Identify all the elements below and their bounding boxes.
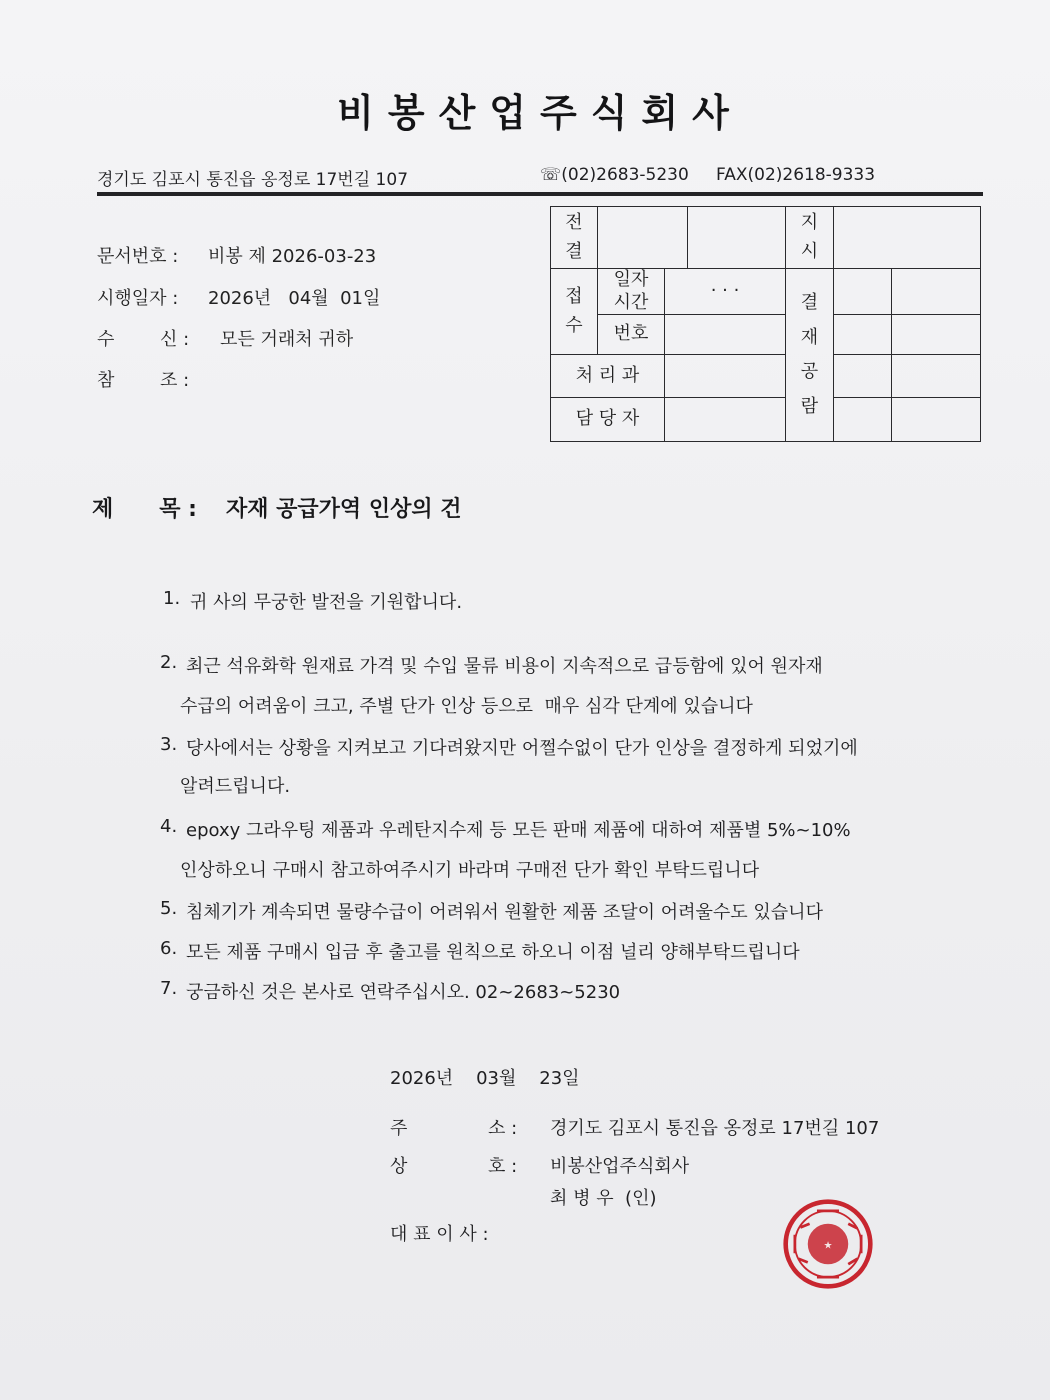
footer-addr-label-b: 소 : [488,1118,518,1139]
approval-su: 수 [565,314,583,336]
approval-cell-blank-6 [665,315,786,355]
approval-cell-blank-1 [598,207,688,269]
approval-jeon-gyeol [551,207,598,269]
footer-addr-label-a: 주 [390,1118,408,1139]
approval-si: 시 [800,240,819,262]
doc-to-value: 모든 거래처 귀하 [220,329,354,350]
approval-gyeoljae-2: 재 [800,326,819,348]
approval-cell-blank-2 [688,207,786,269]
approval-cell-blank-3 [834,207,981,269]
item-6-line-1: 모든 제품 구매시 입금 후 출고를 원칙으로 하오니 이점 널리 양해부탁드립니다 [186,942,800,963]
subject-text: 자재 공급가역 인상의 건 [226,497,462,522]
item-5-number: 5. [160,898,178,919]
approval-cell-blank-14 [892,398,981,442]
item-6-number: 6. [160,938,178,959]
footer-rep-name: 최 병 우 (인) [550,1188,657,1209]
company-seal [782,1198,874,1290]
item-2-line-2: 수급의 어려움이 크고, 주별 단가 인상 등으로 매우 심각 단계에 있습니다 [180,696,753,717]
approval-ilja: 일자 [613,269,649,290]
footer-name-value: 비봉산업주식회사 [550,1156,690,1177]
doc-number-label: 문서번호 : [97,246,179,267]
item-1-number: 1. [163,588,181,609]
item-7-line-1: 궁금하신 것은 본사로 연락주십시오. 02~2683~5230 [186,982,621,1003]
approval-beonho: 번호 [598,315,665,355]
doc-date-label: 시행일자 : [97,288,179,309]
approval-jeon: 전 [565,212,583,233]
item-4-line-1: epoxy 그라우팅 제품과 우레탄지수제 등 모든 판매 제품에 대하여 제품별 5%~10% [186,820,851,841]
approval-gyeoljae-3: 공 [800,361,819,382]
item-2-number: 2. [160,652,178,673]
item-4-number: 4. [160,816,178,837]
item-3-line-1: 당사에서는 상황을 지켜보고 기다려왔지만 어쩔수없이 단가 인상을 결정하게 되었기에 [186,738,858,759]
item-3-number: 3. [160,734,178,755]
footer-rep-label: 대 표 이 사 : [390,1224,489,1245]
doc-date-value: 2026년 04월 01일 [208,288,381,309]
header-phone: ☏(02)2683-5230 [540,165,689,185]
approval-cell-blank-5 [892,269,981,315]
approval-ji-si [786,207,834,269]
approval-jeop: 접 [565,286,583,307]
item-1-line-1: 귀 사의 무궁한 발전을 기원합니다. [190,592,463,613]
doc-number-value: 비봉 제 2026-03-23 [208,246,377,267]
header-address: 경기도 김포시 통진읍 옹정로 17번길 107 [97,170,409,190]
header-rule [97,192,983,196]
approval-cell-blank-11 [892,355,981,398]
svg-text:★: ★ [823,1240,833,1252]
approval-cell-blank-4 [834,269,892,315]
approval-damdang: 담 당 자 [551,398,665,442]
approval-jeop-su [551,269,598,355]
approval-cell-blank-9 [665,355,786,398]
approval-ji: 지 [800,212,819,233]
approval-gyeoljae-1: 결 [800,292,819,313]
footer-addr-value: 경기도 김포시 통진읍 옹정로 17번길 107 [550,1118,880,1139]
subject-label: 제 목 : [92,497,197,522]
approval-cell-blank-10 [834,355,892,398]
approval-cell-blank-7 [834,315,892,355]
approval-gyeoljae-4: 람 [800,395,819,417]
item-3-line-2: 알려드립니다. [180,776,291,797]
doc-ref-label-b: 조 : [160,370,190,391]
item-2-line-1: 최근 석유화학 원재료 가격 및 수입 물류 비용이 지속적으로 급등함에 있어 원자재 [186,656,823,677]
item-5-line-1: 침체기가 계속되면 물량수급이 어려워서 원활한 제품 조달이 어려울수도 있습니다 [186,902,823,923]
doc-to-label-a: 수 [97,329,115,350]
approval-cell-blank-12 [665,398,786,442]
approval-cell-blank-13 [834,398,892,442]
item-7-number: 7. [160,978,178,999]
footer-name-label-b: 호 : [488,1156,518,1177]
item-4-line-2: 인상하오니 구매시 참고하여주시기 바라며 구매전 단가 확인 부탁드립니다 [180,860,760,881]
approval-gyeoljae [786,269,834,442]
approval-gyeol: 결 [565,240,583,262]
approval-cheori: 처 리 과 [551,355,665,398]
approval-sigan: 시간 [613,291,649,313]
approval-dots: · · · [665,269,786,315]
company-title: 비봉산업주식회사 [337,90,743,135]
header-fax: FAX(02)2618-9333 [716,165,876,185]
footer-date: 2026년 03월 23일 [390,1068,580,1089]
approval-table [550,206,981,442]
approval-ilja-sigan [598,269,665,315]
footer-name-label-a: 상 [390,1156,408,1177]
doc-to-label-b: 신 : [160,329,190,350]
doc-ref-label-a: 참 [97,370,115,391]
approval-cell-blank-8 [892,315,981,355]
